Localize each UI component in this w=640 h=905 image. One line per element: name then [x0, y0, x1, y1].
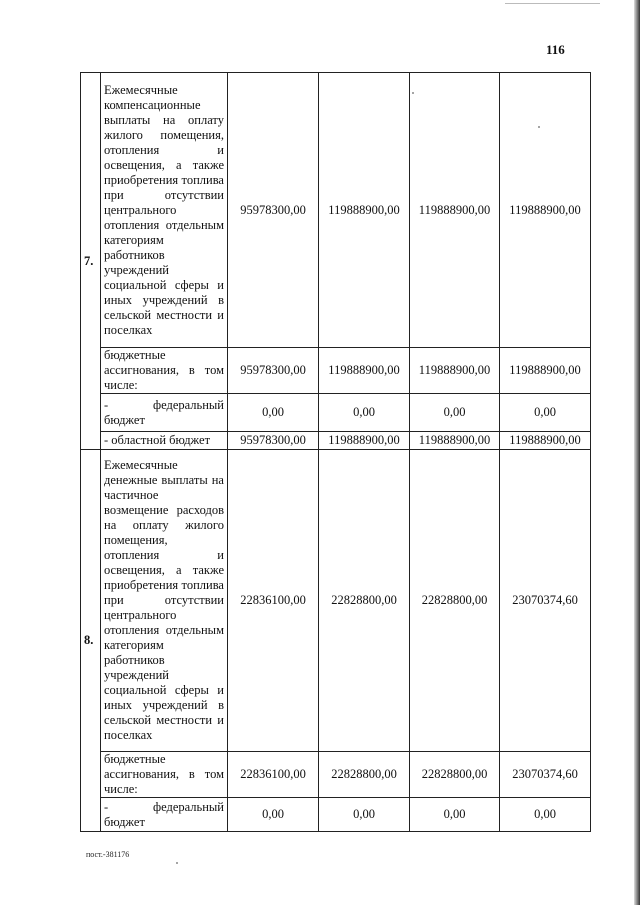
- value-cell: 22836100,00: [228, 752, 319, 798]
- row-label: - федеральный бюджет: [101, 798, 228, 832]
- row-description: Ежемесячные компенсационные выплаты на оплату жилого помещения, отопления и освещения, а также приобретения топлива при отсутствии центрального отопления отдельным категориям работников учреждений социальной сферы и иных учреждений в сельской местности и поселках: [101, 73, 228, 348]
- value-cell: 0,00: [228, 798, 319, 832]
- value-cell: 119888900,00: [500, 73, 591, 348]
- value-cell: 119888900,00: [410, 73, 500, 348]
- value-cell: 119888900,00: [319, 432, 410, 450]
- table-row: [81, 798, 591, 832]
- table-row: [81, 348, 591, 394]
- table-row: [81, 752, 591, 798]
- table-row: [81, 394, 591, 432]
- footer-code: пост.-381176: [86, 850, 130, 859]
- scan-speck: [538, 126, 540, 128]
- scan-mark: [505, 3, 600, 4]
- table-row: [81, 432, 591, 450]
- row-index: 8.: [81, 450, 101, 832]
- value-cell: 119888900,00: [500, 348, 591, 394]
- row-label: - федеральный бюджет: [101, 394, 228, 432]
- value-cell: 95978300,00: [228, 348, 319, 394]
- value-cell: 22828800,00: [410, 450, 500, 752]
- row-label: - областной бюджет: [101, 432, 228, 450]
- row-label: бюджетные ассигнования, в том числе:: [101, 752, 228, 798]
- value-cell: 0,00: [500, 798, 591, 832]
- scan-speck: [412, 92, 414, 94]
- page-number: 116: [546, 42, 565, 57]
- row-description: Ежемесячные денежные выплаты на частичное возмещение расходов на оплату жилого помещения, отопления и освещения, а также приобретения топлива при отсутствии центрального отопления отдельным категориям работников учреждений социальной сферы и иных учреждений в сельской местности и поселках: [101, 450, 228, 752]
- value-cell: 0,00: [319, 394, 410, 432]
- value-cell: 0,00: [319, 798, 410, 832]
- value-cell: 0,00: [228, 394, 319, 432]
- value-cell: 119888900,00: [410, 432, 500, 450]
- value-cell: 23070374,60: [500, 752, 591, 798]
- value-cell: 95978300,00: [228, 432, 319, 450]
- value-cell: 0,00: [410, 394, 500, 432]
- table-row: [81, 450, 591, 752]
- value-cell: 0,00: [410, 798, 500, 832]
- scan-speck: [176, 862, 178, 864]
- budget-table: [80, 72, 591, 832]
- value-cell: 22828800,00: [319, 450, 410, 752]
- table-row: [81, 73, 591, 348]
- value-cell: 22828800,00: [319, 752, 410, 798]
- value-cell: 119888900,00: [500, 432, 591, 450]
- scan-edge-shadow: [634, 0, 640, 905]
- row-index: 7.: [81, 73, 101, 450]
- row-label: бюджетные ассигнования, в том числе:: [101, 348, 228, 394]
- value-cell: 119888900,00: [410, 348, 500, 394]
- value-cell: 22828800,00: [410, 752, 500, 798]
- value-cell: 119888900,00: [319, 73, 410, 348]
- value-cell: 23070374,60: [500, 450, 591, 752]
- value-cell: 0,00: [500, 394, 591, 432]
- value-cell: 119888900,00: [319, 348, 410, 394]
- value-cell: 22836100,00: [228, 450, 319, 752]
- value-cell: 95978300,00: [228, 73, 319, 348]
